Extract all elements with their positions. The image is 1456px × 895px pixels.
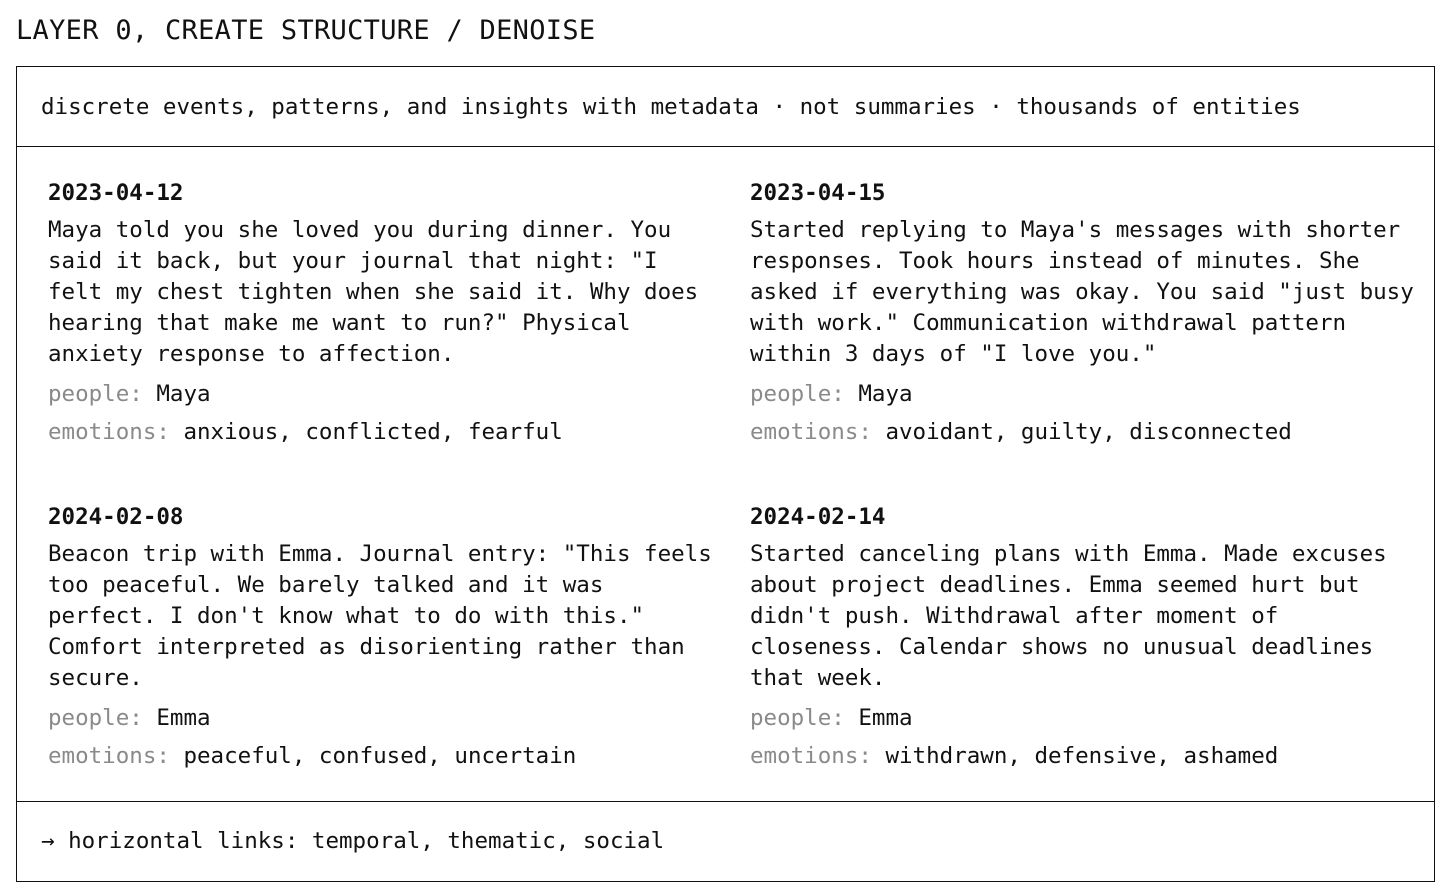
- event-people: [48, 704, 720, 732]
- event-card: [48, 179, 720, 446]
- emotions-label: emotions:: [750, 743, 886, 769]
- page-title: LAYER 0, CREATE STRUCTURE / DENOISE: [16, 15, 596, 46]
- layer-0-panel: [16, 66, 1435, 882]
- event-card: [750, 503, 1422, 770]
- people-value: Emma: [156, 705, 211, 731]
- event-emotions: [750, 742, 1422, 770]
- people-value: Maya: [858, 381, 913, 407]
- event-emotions: [48, 418, 720, 446]
- emotions-label: emotions:: [48, 743, 184, 769]
- panel-header-text: discrete events, patterns, and insights with metadata · not summaries · thousands of entities: [41, 94, 1301, 120]
- people-label: people:: [750, 381, 859, 407]
- people-label: people:: [750, 705, 859, 731]
- emotions-label: emotions:: [750, 419, 886, 445]
- emotions-value: avoidant, guilty, disconnected: [885, 419, 1292, 445]
- people-label: people:: [48, 381, 157, 407]
- event-card: [48, 503, 720, 770]
- emotions-label: emotions:: [48, 419, 184, 445]
- event-description: Beacon trip with Emma. Journal entry: "This feels too peaceful. We barely talked and it was perfect. I don't know what to do with this." Comfort interpreted as disorienting rather than secure.: [48, 541, 712, 691]
- event-people: [750, 380, 1422, 408]
- panel-header: [17, 67, 1434, 147]
- people-label: people:: [48, 705, 157, 731]
- event-card: [750, 179, 1422, 446]
- event-emotions: [750, 418, 1422, 446]
- event-date: 2023-04-12: [48, 180, 184, 206]
- people-value: Maya: [156, 381, 211, 407]
- panel-footer: [17, 801, 1434, 881]
- event-description: Maya told you she loved you during dinner. You said it back, but your journal that night: "I felt my chest tighten when she said it. Why does hearing that make me want to run?" Physical anxiety response to affection.: [48, 217, 699, 367]
- event-date: 2023-04-15: [750, 180, 886, 206]
- event-description: Started canceling plans with Emma. Made excuses about project deadlines. Emma seemed hurt but didn't push. Withdrawal after moment of closeness. Calendar shows no unusual deadlines that week.: [750, 541, 1387, 691]
- horizontal-links-note: → horizontal links: temporal, thematic, social: [41, 828, 665, 854]
- event-people: [750, 704, 1422, 732]
- event-description: Started replying to Maya's messages with shorter responses. Took hours instead of minutes. She asked if everything was okay. You said "just busy with work." Communication withdrawal pattern within 3 days of "I love you.": [750, 217, 1414, 367]
- emotions-value: withdrawn, defensive, ashamed: [885, 743, 1279, 769]
- emotions-value: peaceful, confused, uncertain: [183, 743, 577, 769]
- event-date: 2024-02-08: [48, 504, 184, 530]
- event-people: [48, 380, 720, 408]
- event-emotions: [48, 742, 720, 770]
- people-value: Emma: [858, 705, 913, 731]
- emotions-value: anxious, conflicted, fearful: [183, 419, 563, 445]
- event-date: 2024-02-14: [750, 504, 886, 530]
